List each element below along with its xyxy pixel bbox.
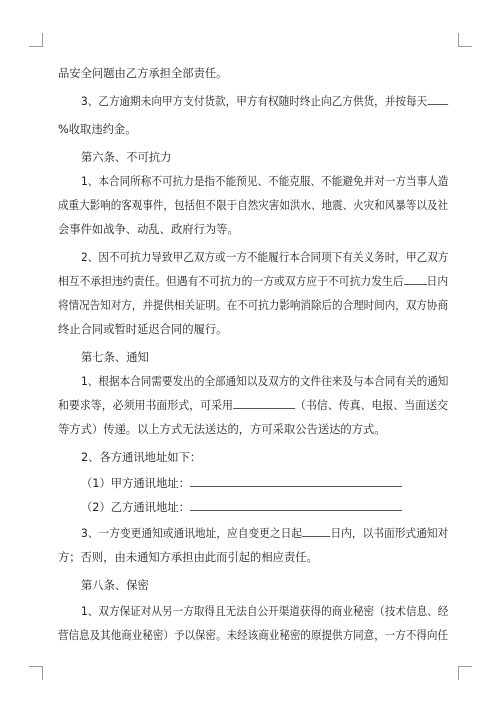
text-line: 等方式）传递。以上方式无法送达的，方可采取公告送达的方式。 (58, 423, 386, 436)
text-line: 终止合同或暂时延迟合同的履行。 (58, 323, 228, 336)
text-line: 营信息及其他商业秘密）予以保密。未经该商业秘密的原提供方同意，一方不得向任 (58, 629, 448, 642)
text-line: 相互不承担违约责任。但遇有不可抗力的一方或双方应于不可抗力发生后 日内 (58, 275, 449, 288)
section-heading: 第七条、通知 (81, 351, 149, 364)
text-line: 和要求等，必须用书面形式，可采用 （书信、传真、电报、当面送交 (58, 399, 449, 412)
blank-field (190, 476, 402, 487)
blank-field (427, 94, 448, 105)
text-line: 会事件如战争、动乱、政府行为等。 (58, 223, 239, 236)
text-line: （2）乙方通讯地址： (81, 500, 402, 516)
text-line: %收取违约金。 (58, 123, 137, 136)
text-line: 1、双方保证对从另一方取得且无法自公开渠道获得的商业秘密（技术信息、经 (81, 605, 449, 618)
blank-field (190, 500, 402, 511)
text-line: 2、因不可抗力导致甲乙双方或一方不能履行本合同项下有关义务时，甲乙双方 (81, 251, 449, 264)
blank-field (233, 398, 295, 409)
text-line: 1、本合同所称不可抗力是指不能预见、不能克服、不能避免并对一方当事人造 (81, 175, 449, 188)
text-line: 成重大影响的客观事件，包括但不限于自然灾害如洪水、地震、火灾和风暴等以及社 (58, 199, 448, 212)
blank-field (404, 274, 427, 285)
text-line: 3、乙方逾期未向甲方支付货款，甲方有权随时终止向乙方供货，并按每天 (81, 94, 448, 110)
text-line: 1、根据本合同需要发出的全部通知以及双方的文件往来及与本合同有关的通知 (81, 375, 449, 388)
text-line: 将情况告知对方，并提供相关证明。在不可抗力影响消除后的合理时间内，双方协商 (58, 299, 448, 312)
section-heading: 第六条、不可抗力 (81, 151, 172, 164)
blank-field (302, 526, 330, 537)
text-line: （1）甲方通讯地址： (81, 476, 402, 492)
section-heading: 第八条、保密 (81, 579, 149, 592)
text-line: 品安全问题由乙方承担全部责任。 (58, 67, 228, 80)
text-line: 3、一方变更通知或通讯地址，应自变更之日起 日内，以书面形式通知对 (81, 527, 449, 540)
text-line: 2、各方通讯地址如下： (81, 451, 202, 464)
text-line: 方；否则，由未通知方承担由此而引起的相应责任。 (58, 551, 318, 564)
